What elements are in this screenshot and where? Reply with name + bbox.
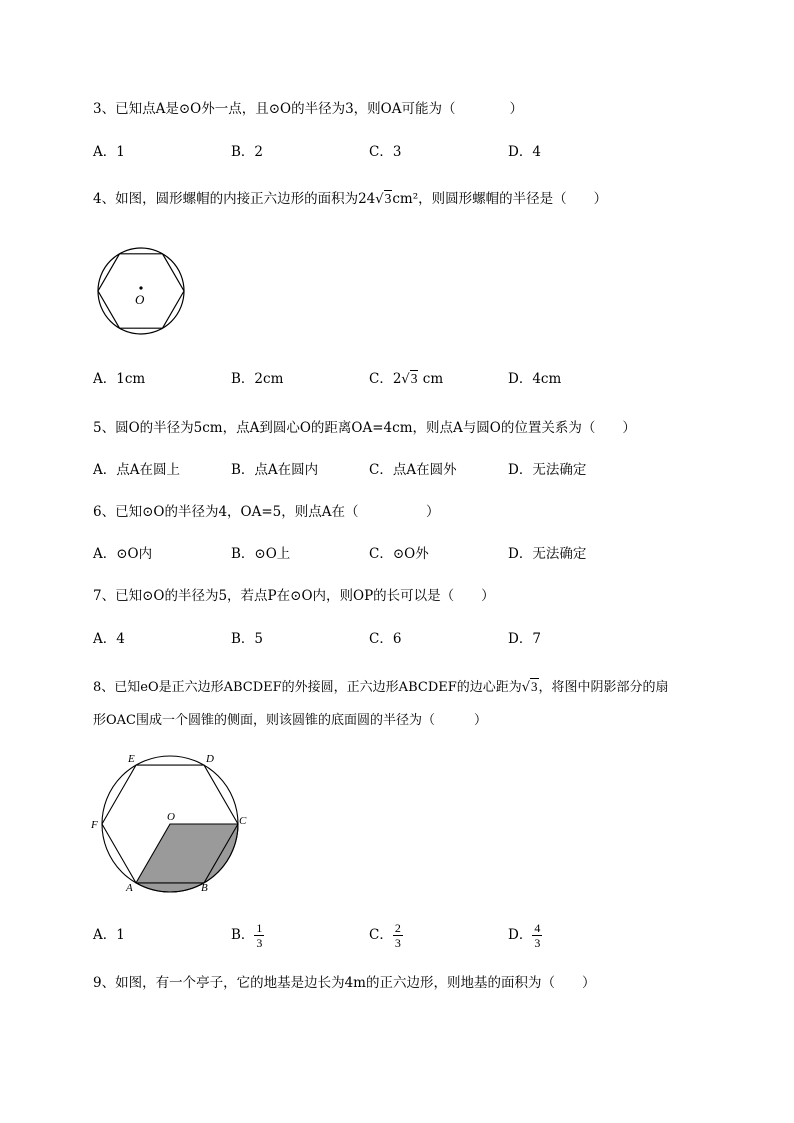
q4-center-dot xyxy=(139,286,142,289)
q8-option-d-denominator: 3 xyxy=(534,936,541,950)
q6-option-d: D．无法确定 xyxy=(508,546,587,562)
q7-option-b: B．5 xyxy=(231,631,264,647)
question-8-stem-line1 xyxy=(93,677,669,698)
q4-circle xyxy=(98,248,184,334)
q3-option-d: D．4 xyxy=(508,144,541,160)
q4-hexagon xyxy=(98,254,184,328)
q8-sqrt-value: 3 xyxy=(531,679,538,694)
q8-option-b xyxy=(231,917,264,953)
question-5-stem: 5、圆O的半径为5cm，点A到圆心O的距离OA=4cm，则点A与圆O的位置关系为（ ） xyxy=(93,420,636,436)
q7-option-d: D．7 xyxy=(508,631,541,647)
q4-option-c xyxy=(369,369,443,390)
q5-option-d: D．无法确定 xyxy=(508,462,587,478)
question-7-stem: 7、已知⊙O的半径为5，若点P在⊙O内，则OP的长可以是（ ） xyxy=(93,588,495,604)
q8-hexagon-figure xyxy=(88,748,254,894)
q8-option-c-fraction xyxy=(393,921,403,950)
q8-option-c-denominator: 3 xyxy=(394,936,401,950)
q8-label-b: B xyxy=(201,882,208,894)
q4-option-c-sqrt-value: 3 xyxy=(410,371,418,386)
q4-sqrt: √3 xyxy=(375,191,392,207)
q4-option-b: B．2cm xyxy=(231,371,284,387)
q8-option-c-prefix: C． xyxy=(369,927,393,943)
q3-option-a: A．1 xyxy=(93,144,125,160)
q5-option-c: C．点A在圆外 xyxy=(369,462,457,478)
q8-option-b-numerator: 1 xyxy=(256,921,263,935)
question-6-stem: 6、已知⊙O的半径为4，OA=5，则点A在（ ） xyxy=(93,504,440,520)
q5-option-b: B．点A在圆内 xyxy=(231,462,319,478)
q3-option-b: B．2 xyxy=(231,144,264,160)
q8-option-a: A．1 xyxy=(93,927,125,943)
q8-label-a: A xyxy=(126,882,133,894)
question-4-stem xyxy=(93,189,607,210)
q7-option-c: C．6 xyxy=(369,631,402,647)
q8-stem-line1-pre: 8、已知eO是正六边形ABCDEF的外接圆，正六边形ABCDEF的边心距为 xyxy=(93,680,522,695)
q4-option-c-pre: C．2 xyxy=(369,371,402,387)
q3-option-c: C．3 xyxy=(369,144,402,160)
q8-label-f: F xyxy=(91,819,98,831)
q4-option-a: A．1cm xyxy=(93,371,146,387)
q8-label-o: O xyxy=(167,811,175,823)
q4-option-d: D．4cm xyxy=(508,371,562,387)
q8-option-c xyxy=(369,917,403,953)
q4-label-o: O xyxy=(135,292,145,307)
q4-option-c-post: cm xyxy=(418,371,444,387)
q8-shaded-sector xyxy=(136,824,238,892)
question-9-stem: 9、如图，有一个亭子，它的地基是边长为4m的正六边形，则地基的面积为（ ） xyxy=(93,975,596,991)
q4-stem-pre: 4、如图，圆形螺帽的内接正六边形的面积为24 xyxy=(93,191,376,207)
question-8-stem-line2: 形OAC围成一个圆锥的侧面，则该圆锥的底面圆的半径为（ ） xyxy=(93,713,487,728)
q4-stem-post: cm²，则圆形螺帽的半径是（ ） xyxy=(392,191,608,207)
q8-option-c-numerator: 2 xyxy=(394,921,401,935)
q8-label-d: D xyxy=(206,753,214,765)
q8-stem-line1-post: ，将图中阴影部分的扇 xyxy=(538,680,669,695)
q6-option-a: A．⊙O内 xyxy=(93,546,153,562)
q5-option-a: A．点A在圆上 xyxy=(93,462,180,478)
q8-option-b-prefix: B． xyxy=(231,927,255,943)
q8-option-d xyxy=(508,917,542,953)
q8-sqrt: √3 xyxy=(521,679,538,695)
q8-label-c: C xyxy=(239,815,247,827)
q7-option-a: A．4 xyxy=(93,631,125,647)
q8-option-d-numerator: 4 xyxy=(534,921,541,935)
q8-option-b-denominator: 3 xyxy=(256,936,263,950)
q8-label-e: E xyxy=(128,753,135,765)
q8-option-d-fraction xyxy=(532,921,542,950)
q8-option-d-prefix: D． xyxy=(508,927,533,943)
question-3-stem: 3、已知点A是⊙O外一点，且⊙O的半径为3，则OA可能为（ ） xyxy=(93,101,524,117)
q8-option-b-fraction xyxy=(254,921,264,950)
q4-option-c-sqrt: √3 xyxy=(401,371,418,387)
q4-sqrt-value: 3 xyxy=(384,191,392,206)
q6-option-b: B．⊙O上 xyxy=(231,546,291,562)
q4-hexagon-figure xyxy=(93,246,189,336)
q6-option-c: C．⊙O外 xyxy=(369,546,429,562)
